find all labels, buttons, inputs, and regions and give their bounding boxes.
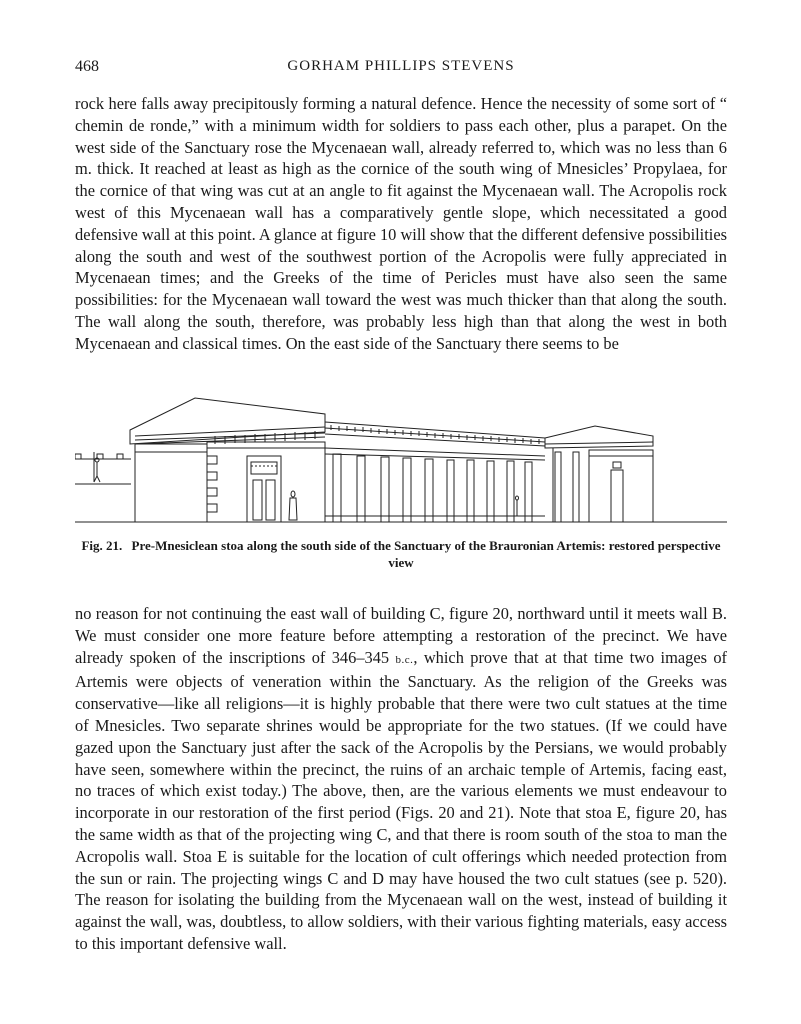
body-paragraph-bottom [75, 603, 727, 955]
page-header [75, 58, 727, 82]
east-wing [545, 426, 653, 522]
figure-21 [75, 392, 727, 530]
stoa-colonnade [325, 422, 545, 522]
stoa-perspective-drawing [75, 392, 727, 530]
body-paragraph-top: rock here falls away precipitously forming a natural defence. Hence the necessity of some sort of “ chemin de ronde,” with a minimum width for soldiers to pass each other, plus a parapet. On the west side of the Sanctuary rose the Mycenaean wall, already referred to, which was no less than 6 m. thick. It reached at least as high as the cornice of the south wing of Mnesicles’ Propylaea, for the cornice of that wing was cut at an angle to fit against the Mycenaean wall. The Acropolis rock west of this Mycenaean wall has a comparatively gentle slope, which necessitated a good defensive wall at this point. A glance at figure 10 will show that the different defensive possibilities along the south and west of the southwest portion of the Acropolis were fully appreciated in Mycenaean times; and the Greeks of the time of Pericles must have also seen the same possibilities: for the Mycenaean wall toward the west was much thicker than that along the south. The wall along the south, therefore, was probably less high than that along the west in both Mycenaean and classical times. On the east side of the Sanctuary there seems to be [75, 94, 727, 353]
figure-label: Fig. 21. [81, 538, 123, 553]
west-wing [130, 398, 325, 522]
page-number: 468 [75, 58, 99, 75]
paragraph-bottom-part1: no reason for not continuing the east wall of building C, figure 20, northward until it meets wall B. We must consider one more feature before attempting a restoration of the precinct. We have already spoken of the inscriptions of 346–345 [75, 604, 727, 667]
figure-caption-text: Pre-Mnesiclean stoa along the south side of the Sanctuary of the Brauronian Artemis: restored perspective view [131, 538, 721, 570]
paragraph-bottom-part2: , which prove that at that time two images of Artemis were objects of veneration within the Sanctuary. As the religion of the Greeks was conservative—like all religions—it is highly probable that there were two cult statues at the time of Mnesicles. Two separate shrines would be appropriate for the two statues. (If we could have gazed upon the Sanctuary just after the sack of the Acropolis by the Persians, we would probably have seen, somewhere within the precinct, the ruins of an archaic temple of Artemis, facing east, no traces of which exist today.) The above, then, are the various elements we must endeavour to incorporate in our restoration of the first period (Figs. 20 and 21). Note that stoa E, figure 20, has the same width as that of the projecting wing C, and that there is room south of the stoa to man the Acropolis wall. Stoa E is suitable for the location of cult offerings which needed protection from the sun or rain. The projecting wings C and D may have housed the two cult statues (see p. 520). The reason for isolating the building from the Mycenaean wall on the west, instead of building it against the wall, was, doubtless, to allow soldiers, with their various fighting materials, easy access to this important defensive wall. [75, 647, 728, 953]
running-head: GORHAM PHILLIPS STEVENS [287, 58, 515, 74]
bc-abbreviation: b.c. [395, 653, 414, 666]
figure-caption [75, 537, 727, 571]
